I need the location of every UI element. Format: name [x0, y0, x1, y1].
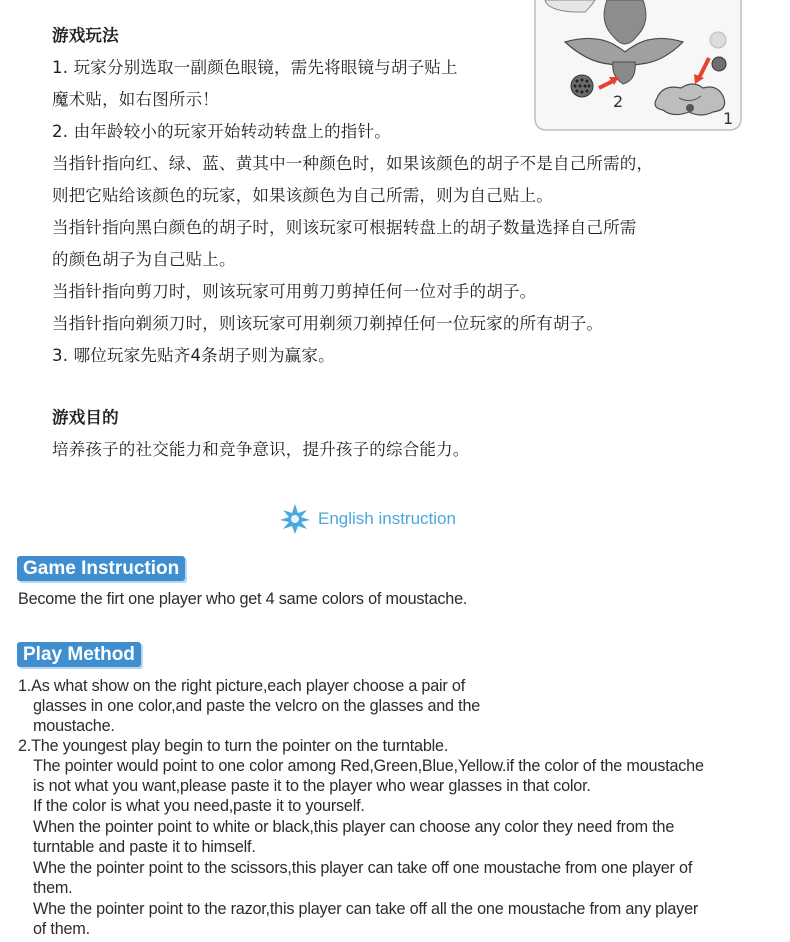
cn-line: 的颜色胡子为自己贴上。	[52, 250, 236, 269]
english-instruction-label: English instruction	[318, 509, 456, 528]
play-method-badge: Play Method	[17, 642, 141, 667]
cn-line: 当指针指向红、绿、蓝、黄其中一种颜色时，如果该颜色的胡子不是自己所需的，	[52, 154, 654, 173]
en-line: glasses in one color,and paste the velcro on the glasses and the	[33, 697, 481, 715]
en-line: them.	[33, 879, 73, 897]
cn-line: 当指针指向剪刀时，则该玩家可用剪刀剪掉任何一位对手的胡子。	[52, 282, 537, 301]
goal-heading-cn: 游戏目的	[52, 408, 119, 427]
cn-line: 当指针指向黑白颜色的胡子时，则该玩家可根据转盘上的胡子数量选择自己所需	[52, 218, 637, 237]
en-line: turntable and paste it to himself.	[33, 838, 256, 856]
cn-line: 当指针指向剃须刀时，则该玩家可用剃须刀剃掉任何一位玩家的所有胡子。	[52, 314, 604, 333]
game-instruction-badge: Game Instruction	[17, 556, 185, 581]
en-line: The pointer would point to one color among Red,Green,Blue,Yellow.if the color of the moustache	[33, 757, 704, 775]
cn-line: 3. 哪位玩家先贴齐4条胡子则为赢家。	[52, 346, 335, 365]
step-2-label: 2	[613, 92, 624, 111]
en-line: When the pointer point to white or black,this player can choose any color they need from the	[33, 818, 675, 836]
cn-line: 则把它贴给该颜色的玩家，如果该颜色为自己所需，则为自己贴上。	[52, 186, 553, 205]
cn-line: 魔术贴，如右图所示！	[52, 90, 219, 109]
en-line: If the color is what you need,paste it to yourself.	[33, 797, 365, 815]
en-line: 2.The youngest play begin to turn the pointer on the turntable.	[18, 737, 449, 755]
en-line: Whe the pointer point to the razor,this player can take off all the one moustache from any player	[33, 900, 699, 918]
en-line: of them.	[33, 920, 90, 938]
en-line: is not what you want,please paste it to the player who wear glasses in that color.	[33, 777, 591, 795]
step-1-label: 1	[723, 109, 734, 128]
en-line: moustache.	[33, 717, 115, 735]
cn-line: 2. 由年龄较小的玩家开始转动转盘上的指针。	[52, 122, 391, 141]
game-instruction-text: Become the firt one player who get 4 same colors of moustache.	[18, 590, 468, 608]
snowflake-icon	[278, 503, 312, 535]
cn-line: 1. 玩家分别选取一副颜色眼镜，需先将眼镜与胡子贴上	[52, 58, 458, 77]
velcro-illustration	[533, 0, 743, 131]
en-line: Whe the pointer point to the scissors,this player can take off one moustache from one player of	[33, 859, 693, 877]
goal-text-cn: 培养孩子的社交能力和竞争意识，提升孩子的综合能力。	[52, 440, 470, 459]
play-heading-cn: 游戏玩法	[52, 26, 119, 45]
en-line: 1.As what show on the right picture,each player choose a pair of	[18, 677, 466, 695]
